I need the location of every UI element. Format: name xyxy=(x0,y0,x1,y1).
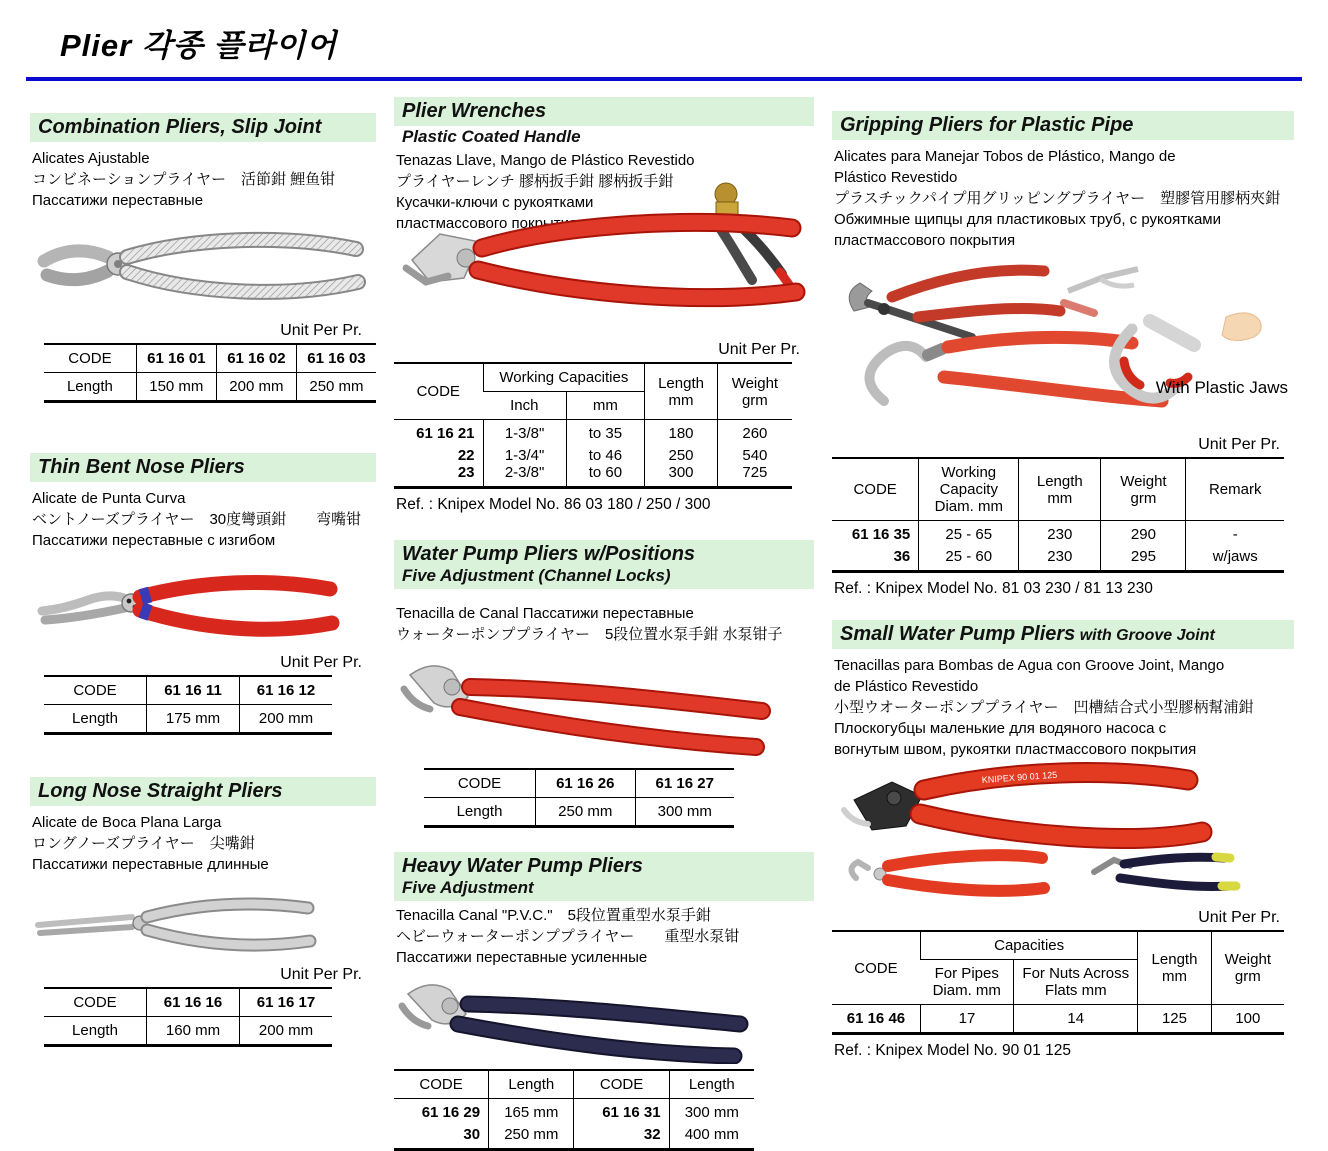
spec-cell: CODE xyxy=(574,1070,669,1099)
spec-cell: w/jaws xyxy=(1186,548,1284,572)
spec-cell: Length xyxy=(44,373,136,402)
spec-cell: 300 xyxy=(645,464,718,488)
spec-cell: 165 mm xyxy=(489,1099,574,1127)
thin-bent-nose-pliers-photo xyxy=(30,551,376,652)
spec-cell: 25 - 65 xyxy=(919,521,1019,549)
knipex-reference: Ref. : Knipex Model No. 90 01 125 xyxy=(834,1042,1071,1059)
spec-cell: 725 xyxy=(717,464,792,488)
desc-line: ロングノーズプライヤー 尖嘴鉗 xyxy=(32,835,255,852)
small-water-pump-pliers-illustration xyxy=(832,760,1277,902)
spec-cell: 125 xyxy=(1138,1005,1211,1034)
spec-cell: Weight grm xyxy=(717,363,792,420)
small-water-pump-pliers-photo xyxy=(832,760,1294,907)
section-heavy-water-pump-pliers xyxy=(394,852,814,1151)
spec-cell: 150 mm xyxy=(136,373,216,402)
spec-cell: 61 16 01 xyxy=(136,344,216,373)
spec-cell: 36 xyxy=(893,548,911,565)
section-title: Small Water Pump Pliers xyxy=(840,623,1076,645)
spec-cell: 61 16 21 xyxy=(394,420,483,448)
desc-line: Пассатижи переставные xyxy=(32,192,204,209)
spec-cell: Length xyxy=(489,1070,574,1099)
knipex-plier xyxy=(844,770,1202,839)
desc-line: Alicates Ajustable xyxy=(32,150,150,167)
desc-line: 小型ウオーターポンププライヤー 凹槽結合式小型膠柄幫浦鉗 xyxy=(834,699,1254,716)
spec-cell: CODE xyxy=(419,1076,463,1093)
desc-line: de Plástico Revestido xyxy=(834,678,979,695)
desc-line: Пассатижи переставные длинные xyxy=(32,856,269,873)
desc-line: Пассатижи переставные с изгибом xyxy=(32,532,276,549)
section-title: Water Pump Pliers w/Positions xyxy=(402,543,696,565)
section-header xyxy=(394,540,814,589)
spec-cell: 400 mm xyxy=(669,1126,754,1150)
spec-cell: 61 16 12 xyxy=(240,676,333,705)
desc-line: вогнутым швом, рукоятки пластмассового покрытия xyxy=(834,741,1197,758)
section-header xyxy=(832,620,1294,649)
spec-cell: CODE xyxy=(68,350,112,367)
section-descriptions xyxy=(394,905,814,968)
column-1 xyxy=(30,97,376,1151)
unit-per-pair-label: Unit Per Pr. xyxy=(718,341,800,358)
section-title: Plier Wrenches xyxy=(402,100,547,122)
spec-cell: 61 16 26 xyxy=(536,769,635,798)
section-subtitle: Five Adjustment xyxy=(402,878,534,897)
knipex-reference: Ref. : Knipex Model No. 81 03 230 / 81 13 230 xyxy=(834,580,1153,597)
spec-cell: 250 xyxy=(645,447,718,464)
spec-cell: 30 xyxy=(463,1126,481,1143)
spec-cell: 290 xyxy=(1101,521,1186,549)
unit-per-pair-label: Unit Per Pr. xyxy=(280,966,362,983)
spec-cell: Inch xyxy=(483,392,566,420)
section-thin-bent-nose-pliers xyxy=(30,453,376,735)
spec-cell: For Nuts Across Flats mm xyxy=(1014,960,1138,1005)
heavy-water-pump-table xyxy=(394,1069,754,1151)
section-header xyxy=(832,111,1294,140)
spec-cell: Working Capacity Diam. mm xyxy=(919,458,1019,521)
section-long-nose-straight-pliers xyxy=(30,777,376,1047)
plier-wrenches-table xyxy=(394,362,792,489)
section-header xyxy=(394,97,814,126)
desc-line: コンビネーションプライヤー 活節鉗 鯉鱼钳 xyxy=(32,171,336,188)
spec-cell: 200 mm xyxy=(240,705,333,734)
section-title: Gripping Pliers for Plastic Pipe xyxy=(840,114,1134,136)
desc-line: Alicate de Punta Curva xyxy=(32,490,186,507)
section-descriptions xyxy=(30,812,376,875)
desc-line: Обжимные щипцы для пластиковых труб, с рукоятками xyxy=(834,211,1221,228)
desc-line: Tenacilla Canal "P.V.C." 5段位置重型水泵手鉗 xyxy=(396,907,711,924)
section-title: Combination Pliers, Slip Joint xyxy=(38,116,322,138)
section-combination-pliers xyxy=(30,113,376,403)
section-gripping-pliers xyxy=(832,111,1294,598)
spec-cell: Length mm xyxy=(1138,931,1211,1005)
spec-cell: CODE xyxy=(416,383,460,400)
section-subtitle: Plastic Coated Handle xyxy=(402,127,581,146)
combination-pliers-illustration xyxy=(30,211,366,315)
desc-line: ヘビーウォーターポンププライヤー 重型水泵钳 xyxy=(396,928,740,945)
desc-line: пластмассового покрытия xyxy=(396,215,578,232)
spec-cell: 61 16 46 xyxy=(832,1005,920,1034)
spec-cell: 1-3/8" xyxy=(483,420,566,448)
brand-text: KNIPEX 90 01 125 xyxy=(981,769,1058,785)
spec-cell: 200 mm xyxy=(240,1017,333,1046)
spec-cell: 17 xyxy=(920,1005,1013,1034)
spec-cell: 61 16 02 xyxy=(216,344,296,373)
spec-cell: 175 mm xyxy=(147,705,240,734)
section-title-suffix: with Groove Joint xyxy=(1079,627,1215,644)
section-title: Heavy Water Pump Pliers xyxy=(402,855,643,877)
section-header xyxy=(30,777,376,806)
long-nose-pliers-illustration xyxy=(30,875,330,959)
combination-table xyxy=(44,343,376,403)
spec-cell: Length mm xyxy=(1019,458,1101,521)
spec-cell: 300 mm xyxy=(635,798,734,827)
spec-cell: 22 xyxy=(457,447,475,464)
spec-cell: CODE xyxy=(854,959,898,977)
desc-line: Tenazas Llave, Mango de Plástico Revestido xyxy=(396,152,695,169)
spec-cell: 1-3/4" xyxy=(483,447,566,464)
small-chrome-plier xyxy=(851,855,1044,891)
gripping-pliers-photo xyxy=(832,251,1294,434)
spec-cell: mm xyxy=(566,392,645,420)
section-header xyxy=(30,453,376,482)
spec-cell: 23 xyxy=(457,464,475,481)
spec-cell: 61 16 29 xyxy=(394,1099,489,1127)
spec-cell: Weight grm xyxy=(1211,931,1284,1005)
spec-cell: CODE xyxy=(73,994,117,1011)
spec-cell: Length xyxy=(424,798,536,827)
unit-per-pair-label: Unit Per Pr. xyxy=(280,654,362,671)
desc-line: ベントノーズプライヤー 30度彎頭鉗 弯嘴钳 xyxy=(32,511,362,528)
plier-wrench-illustration xyxy=(394,176,814,334)
water-pump-pliers-photo xyxy=(394,645,814,768)
desc-line: ウォーターポンププライヤー 5段位置水泵手鉗 水泵钳子 xyxy=(396,626,783,643)
section-header xyxy=(394,852,814,901)
spec-cell: CODE xyxy=(457,775,502,792)
desc-line: пластмассового покрытия xyxy=(834,232,1016,249)
spec-cell: Weight grm xyxy=(1101,458,1186,521)
unit-per-pair-label: Unit Per Pr. xyxy=(1198,436,1280,453)
spec-cell: 160 mm xyxy=(147,1017,240,1046)
section-title: Long Nose Straight Pliers xyxy=(38,780,283,802)
section-descriptions xyxy=(30,488,376,551)
spec-cell: 61 16 31 xyxy=(574,1099,669,1127)
water-pump-pliers-illustration xyxy=(394,645,794,763)
spec-cell: 230 xyxy=(1019,548,1101,572)
spec-cell: Length xyxy=(669,1070,754,1099)
section-header xyxy=(30,113,376,142)
spec-cell: Length mm xyxy=(645,363,718,420)
spec-cell: 200 mm xyxy=(216,373,296,402)
long-nose-pliers-photo xyxy=(30,875,376,964)
section-water-pump-pliers xyxy=(394,540,814,828)
small-water-pump-table xyxy=(832,930,1284,1035)
spec-cell: 300 mm xyxy=(669,1099,754,1127)
plier-wrench-photo xyxy=(394,176,814,339)
spec-cell: 61 16 17 xyxy=(240,988,333,1017)
spec-cell: Length xyxy=(44,1017,147,1046)
spec-cell: 14 xyxy=(1014,1005,1138,1034)
thin-bent-nose-table xyxy=(44,675,332,735)
unit-per-pair-label: Unit Per Pr. xyxy=(1198,909,1280,926)
spec-cell: CODE xyxy=(853,481,897,498)
column-2 xyxy=(394,97,814,1151)
spec-cell: 230 xyxy=(1019,521,1101,549)
with-plastic-jaws-label: With Plastic Jaws xyxy=(1155,378,1288,397)
section-descriptions xyxy=(832,146,1294,251)
column-3 xyxy=(832,97,1294,1151)
water-pump-table xyxy=(424,768,734,828)
spec-cell: 61 16 03 xyxy=(296,344,376,373)
heavy-water-pump-pliers-illustration xyxy=(394,968,774,1064)
spec-cell: 25 - 60 xyxy=(919,548,1019,572)
spec-cell: For Pipes Diam. mm xyxy=(920,960,1013,1005)
bent-gripping-plier xyxy=(849,270,1060,337)
spec-cell: 250 mm xyxy=(536,798,635,827)
spec-cell: 61 16 16 xyxy=(147,988,240,1017)
spec-cell: 2-3/8" xyxy=(483,464,566,488)
spec-cell: 32 xyxy=(574,1126,669,1150)
spec-cell: 100 xyxy=(1211,1005,1284,1034)
spec-cell: 61 16 27 xyxy=(635,769,734,798)
spec-cell: - xyxy=(1186,521,1284,549)
section-descriptions xyxy=(30,148,376,211)
spec-cell: Working Capacities xyxy=(483,363,645,392)
gripping-pliers-illustration xyxy=(832,251,1282,429)
section-subtitle: Five Adjustment (Channel Locks) xyxy=(402,566,671,585)
spec-cell: to 60 xyxy=(566,464,645,488)
spec-cell: 295 xyxy=(1101,548,1186,572)
desc-line: Tenacillas para Bombas de Agua con Groove Joint, Mango xyxy=(834,657,1225,674)
combination-pliers-photo xyxy=(30,211,376,320)
long-nose-table xyxy=(44,987,332,1047)
spec-cell: Length xyxy=(44,705,147,734)
small-sketch xyxy=(1064,269,1138,313)
spec-cell: 61 16 35 xyxy=(832,521,919,549)
spec-cell: to 46 xyxy=(566,447,645,464)
columns xyxy=(26,97,1302,1151)
spec-cell: 260 xyxy=(717,420,792,448)
spec-cell: CODE xyxy=(73,682,117,699)
spec-cell: 180 xyxy=(645,420,718,448)
page-title: Plier 각종 플라이어 xyxy=(60,28,338,63)
section-descriptions xyxy=(832,655,1294,760)
desc-line: プラスチックパイプ用グリッピングプライヤー 塑膠管用膠柄夾鉗 xyxy=(834,190,1281,207)
unit-per-pair-label: Unit Per Pr. xyxy=(280,322,362,339)
spec-cell: to 35 xyxy=(566,420,645,448)
section-plier-wrenches xyxy=(394,97,814,514)
spec-cell: 61 16 11 xyxy=(147,676,240,705)
gripping-pliers-table xyxy=(832,457,1284,573)
spec-cell: 250 mm xyxy=(296,373,376,402)
thin-bent-nose-pliers-illustration xyxy=(30,551,350,647)
desc-line: Alicates para Manejar Tobos de Plástico, Mango de xyxy=(834,148,1176,165)
desc-line: Tenacilla de Canal Пассатижи переставные xyxy=(396,605,694,622)
spec-cell: 540 xyxy=(717,447,792,464)
desc-line: Пассатижи переставные усиленные xyxy=(396,949,648,966)
small-dark-plier xyxy=(1094,857,1236,887)
desc-line: Alicate de Boca Plana Larga xyxy=(32,814,222,831)
desc-line: Кусачки-ключи с рукоятками xyxy=(396,194,594,211)
spec-cell: Remark xyxy=(1186,458,1284,521)
plastic-jaw-part xyxy=(1222,313,1261,341)
section-small-water-pump-pliers xyxy=(832,620,1294,1060)
title-rule xyxy=(26,77,1302,81)
section-descriptions xyxy=(394,603,814,645)
desc-line: Plástico Revestido xyxy=(834,169,958,186)
heavy-water-pump-pliers-photo xyxy=(394,968,814,1069)
spec-cell: Capacities xyxy=(920,931,1138,960)
section-title: Thin Bent Nose Pliers xyxy=(38,456,245,478)
desc-line: Плоскогубцы маленькие для водяного насоса с xyxy=(834,720,1167,737)
desc-line: プライヤーレンチ 膠柄扳手鉗 膠柄扳手鉗 xyxy=(396,173,674,190)
knipex-reference: Ref. : Knipex Model No. 86 03 180 / 250 / 300 xyxy=(396,496,711,513)
spec-cell: 250 mm xyxy=(489,1126,574,1150)
